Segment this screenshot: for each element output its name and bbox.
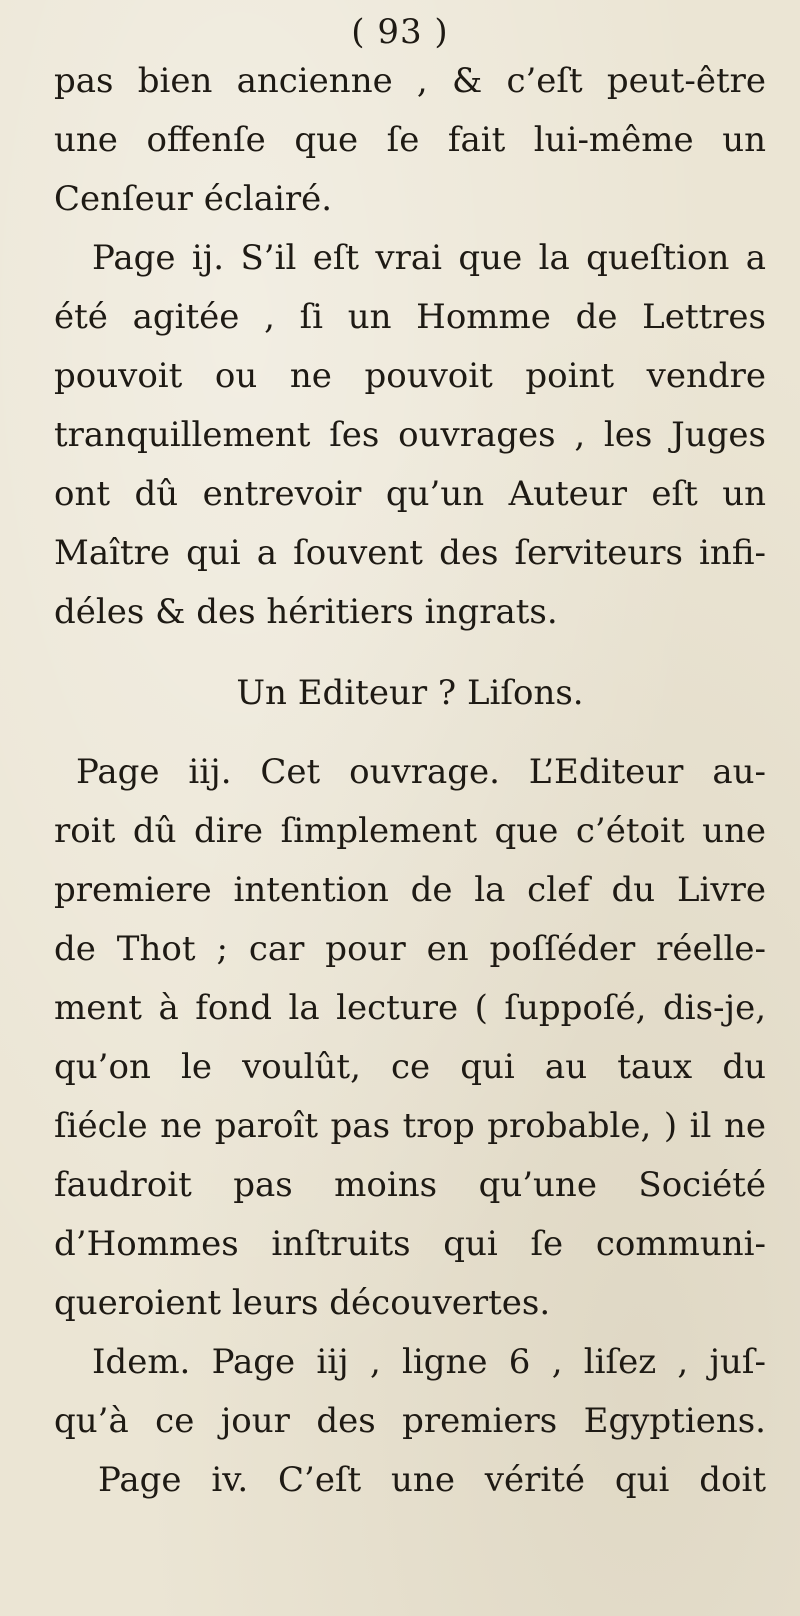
text-line: premiere intention de la clef du Livre [54,870,766,910]
text-line: Page iv. C’eſt une vérité qui doit [98,1460,766,1500]
text-line: déles & des héritiers ingrats. [54,592,558,632]
page-text [54,52,766,1510]
text-line: queroient leurs découvertes. [54,1283,551,1323]
text-line: qu’on le voulût, ce qui au taux du [54,1047,766,1087]
text-line: ment à fond la lecture ( ſuppoſé, dis-je, [54,988,766,1028]
text-line: Maître qui a ſouvent des ſerviteurs infi- [54,533,766,573]
text-line: ſiécle ne paroît pas trop probable, ) il ne [54,1106,766,1146]
text-line: pas bien ancienne , & c’eſt peut-être [54,61,766,101]
text-line: qu’à ce jour des premiers Egyptiens. [54,1401,766,1441]
text-line: une offenſe que ſe fait lui-même un [54,120,766,160]
text-line: roit dû dire ſimplement que c’étoit une [54,811,766,851]
text-line: Page ij. S’il eſt vrai que la queſtion a [92,238,766,278]
text-line: d’Hommes inſtruits qui ſe communi- [54,1224,766,1264]
section-heading: Un Editeur ? Liſons. [236,673,584,713]
page-number: ( 93 ) [351,12,449,52]
text-line: Page iij. Cet ouvrage. L’Editeur au- [76,752,766,792]
text-line: Idem. Page iij , ligne 6 , liſez , juſ- [92,1342,766,1382]
text-line: été agitée , ſi un Homme de Lettres [54,297,766,337]
text-line: de Thot ; car pour en poſſéder réelle- [54,929,766,969]
text-line: pouvoit ou ne pouvoit point vendre [54,356,766,396]
text-line: tranquillement ſes ouvrages , les Juges [54,415,766,455]
text-line: ont dû entrevoir qu’un Auteur eſt un [54,474,766,514]
text-line: faudroit pas moins qu’une Société [54,1165,766,1205]
text-line: Cenſeur éclairé. [54,179,333,219]
